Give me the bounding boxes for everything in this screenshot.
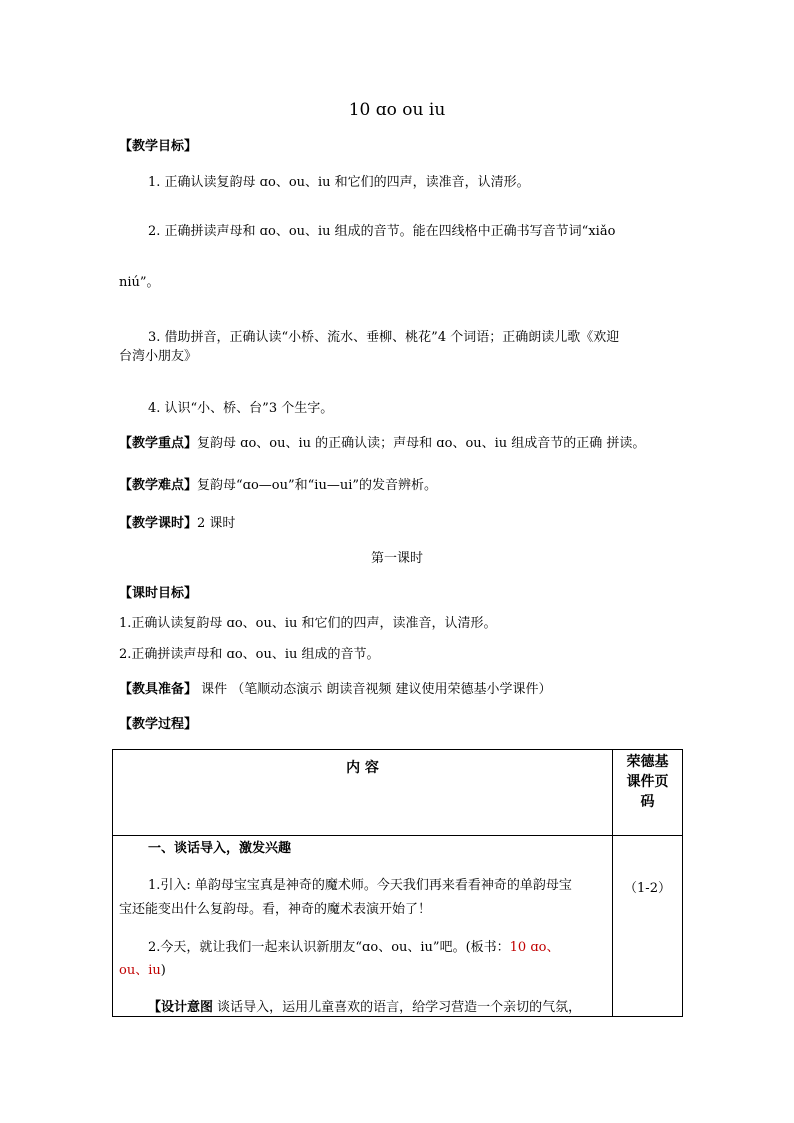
- key-points-text: 复韵母 ɑo、ou、iu 的正确认读；声母和 ɑo、ou、iu 组成音节的正确 拼读。: [197, 436, 646, 451]
- objective-item-3-line2: 台湾小朋友》: [119, 349, 198, 364]
- header-side-line-1: 荣德基: [626, 754, 669, 770]
- board-text-1: 10 ɑo、: [509, 940, 560, 955]
- objectives-heading: 【教学目标】: [119, 139, 198, 154]
- periods-text: 2 课时: [197, 516, 236, 531]
- objective-item-2-line1: 2. 正确拼读声母和 ɑo、ou、iu 组成的音节。能在四线格中正确书写音节词“xiǎo: [148, 224, 616, 239]
- pages-cell: [613, 836, 683, 1017]
- lesson-objectives-heading: 【课时目标】: [119, 586, 198, 601]
- objective-item-4: 4. 认识“小、桥、台”3 个生字。: [148, 401, 334, 416]
- difficulties-label: 【教学难点】: [119, 478, 198, 493]
- header-content-label: 内 容: [346, 760, 379, 776]
- paragraph-2-line1: [148, 937, 559, 958]
- pages-ref: （1-2）: [624, 881, 671, 896]
- key-points: [119, 434, 645, 454]
- materials-label: 【教具准备】: [119, 682, 198, 697]
- periods-label: 【教学课时】: [119, 516, 198, 531]
- lesson-objective-item-1: 1.正确认读复韵母 ɑo、ou、iu 和它们的四声，读准音，认清形。: [119, 616, 497, 631]
- section-1-title: 一、谈话导入，激发兴趣: [148, 841, 292, 856]
- paragraph-2-text: 2.今天，就让我们一起来认识新朋友“ɑo、ou、iu”吧。(板书：: [148, 940, 510, 955]
- process-heading: 【教学过程】: [119, 717, 198, 732]
- page-title: 10 ɑo ou iu: [348, 100, 446, 120]
- design-intent-text: 谈话导入，运用儿童喜欢的语言，给学习营造一个亲切的气氛，: [213, 1000, 582, 1015]
- lesson-title: 第一课时: [370, 551, 423, 566]
- materials-text: 课件 （笔顺动态演示 朗读音视频 建议使用荣德基小学课件）: [197, 682, 552, 697]
- header-side-line-3: 码: [640, 794, 655, 810]
- paragraph-1-line2: 宝还能变出什么复韵母。看，神奇的魔术表演开始了！: [119, 902, 432, 917]
- key-points-label: 【教学重点】: [119, 436, 198, 451]
- difficulties: [119, 476, 437, 496]
- lesson-objective-item-2: 2.正确拼读声母和 ɑo、ou、iu 组成的音节。: [119, 647, 380, 662]
- objective-item-2-line2: niú”。: [119, 275, 160, 290]
- periods: [119, 514, 235, 534]
- header-side-cell: [613, 750, 683, 836]
- objective-item-3-line1: 3. 借助拼音，正确认读“小桥、流水、垂柳、桃花”4 个词语；正确朗读儿歌《欢迎: [148, 330, 620, 345]
- table-row: [113, 836, 683, 1017]
- design-intent-label: 【设计意图: [148, 1000, 214, 1015]
- table-header-row: [113, 750, 683, 836]
- paragraph-1-line1: 1.引入: 单韵母宝宝真是神奇的魔术师。今天我们再来看看神奇的单韵母宝: [148, 878, 572, 893]
- board-text-2: ou、iu: [119, 963, 161, 978]
- difficulties-text: 复韵母“ɑo—ou”和“iu—ui”的发音辨析。: [197, 478, 438, 493]
- header-side-line-2: 课件页: [626, 774, 669, 790]
- materials: [119, 680, 552, 700]
- content-cell: [113, 836, 613, 1017]
- objective-item-1: 1. 正确认读复韵母 ɑo、ou、iu 和它们的四声，读准音，认清形。: [148, 175, 530, 190]
- process-table: [112, 749, 683, 1017]
- design-intent: [148, 997, 581, 1018]
- header-content-cell: [113, 750, 613, 836]
- paragraph-2-suffix: ): [160, 963, 166, 978]
- paragraph-2-line2: [119, 960, 166, 981]
